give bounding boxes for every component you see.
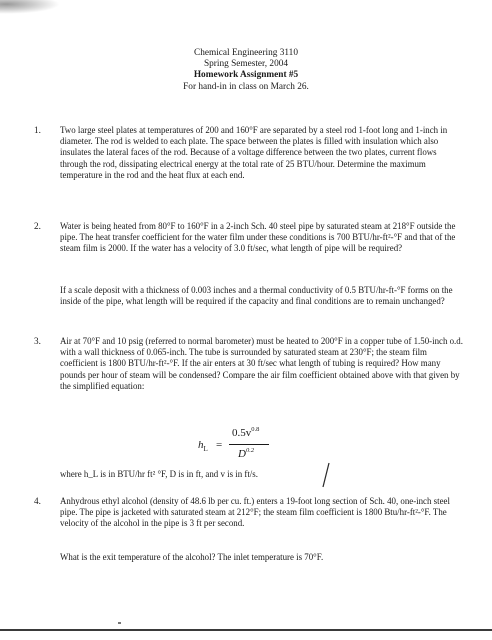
problem-text: [60, 221, 465, 255]
film-coefficient-equation: [198, 426, 278, 466]
problem-number: 2.: [34, 221, 41, 231]
scan-speck: [118, 622, 121, 624]
problem-number: 3.: [34, 336, 41, 346]
problem-text: [60, 496, 465, 530]
semester: Spring Semester, 2004: [203, 59, 289, 70]
due-date: For hand-in in class on March 26.: [183, 81, 309, 92]
problem-paragraph: Anhydrous ethyl alcohol (density of 48.6 lb per cu. ft.) enters a 19-foot long section of Sch. 40, one-inch steel pipe. The pipe is jacketed with saturated steam at 212°F; the steam film coefficient is 1800 Btu/hr-ft²-°F. The velocity of the alcohol in the pipe is 3 ft per second.: [60, 496, 450, 529]
fraction-bar: [229, 444, 269, 445]
course-title: Chemical Engineering 3110: [194, 48, 298, 58]
scan-edge-line: [0, 629, 492, 631]
equation-numerator: $0.5v^{0.8}$: [232, 426, 260, 439]
equation-units: where h_L is in BTU/hr ft² °F, D is in ft, and v is in ft/s.: [60, 469, 258, 479]
problem-number: 1.: [34, 125, 41, 135]
problem-text-part-b: [60, 552, 465, 563]
assignment-title: Homework Assignment #5: [193, 70, 299, 81]
document-header: [0, 48, 492, 93]
problem-paragraph: Water is being heated from 80°F to 160°F in a 2-inch Sch. 40 steel pipe by saturated steam at 218°F outside the pipe. The heat transfer coefficient for the water film under these conditions is 700 BTU/hr-ft²-°F and that of the steam film is 2000. If the water has a velocity of 3.0 ft/sec, what length of pipe will be required?: [60, 221, 456, 254]
problem-paragraph: Two large steel plates at temperatures of 200 and 160°F are separated by a steel rod 1-foot long and 1-inch in diameter. The rod is welded to each plate. The space between the plates is filled with insulation which also insulates the lateral faces of the rod. Because of a voltage difference between the two plates, current flows through the rod, dissipating electrical energy at the total rate of 25 BTU/hour. Determine the maximum temperature in the rod and the heat flux at each end.: [60, 125, 448, 180]
scan-smudge: [0, 0, 60, 14]
pen-mark-icon: [318, 462, 332, 488]
problem-paragraph: What is the exit temperature of the alcohol? The inlet temperature is 70°F.: [60, 552, 324, 562]
problem-number: 4.: [34, 496, 41, 506]
problem-paragraph: Air at 70°F and 10 psig (referred to normal barometer) must be heated to 200°F in a copper tube of 1.50-inch o.d. with a wall thickness of 0.065-inch. The tube is surrounded by saturated steam at 230°F; the steam film coefficient is 1800 BTU/hr-ft²-°F. If the air enters at 30 ft/sec what length of tubing is required? How many pounds per hour of steam will be condensed? Compare the air film coefficient obtained above with that given by the simplified equation:: [60, 336, 463, 391]
problem-text-part-b: [60, 285, 465, 307]
equals-sign: =: [216, 439, 223, 451]
equation-lhs: $h_L$: [198, 439, 208, 454]
equation-denominator: $D^{0.2}$: [238, 447, 255, 460]
problem-paragraph: If a scale deposit with a thickness of 0.003 inches and a thermal conductivity of 0.5 BTU/hr-ft-°F forms on the inside of the pipe, what length will be required if the capacity and final conditions are to remain unchanged?: [60, 285, 453, 307]
problem-text: [60, 125, 465, 181]
problem-text: [60, 336, 465, 392]
